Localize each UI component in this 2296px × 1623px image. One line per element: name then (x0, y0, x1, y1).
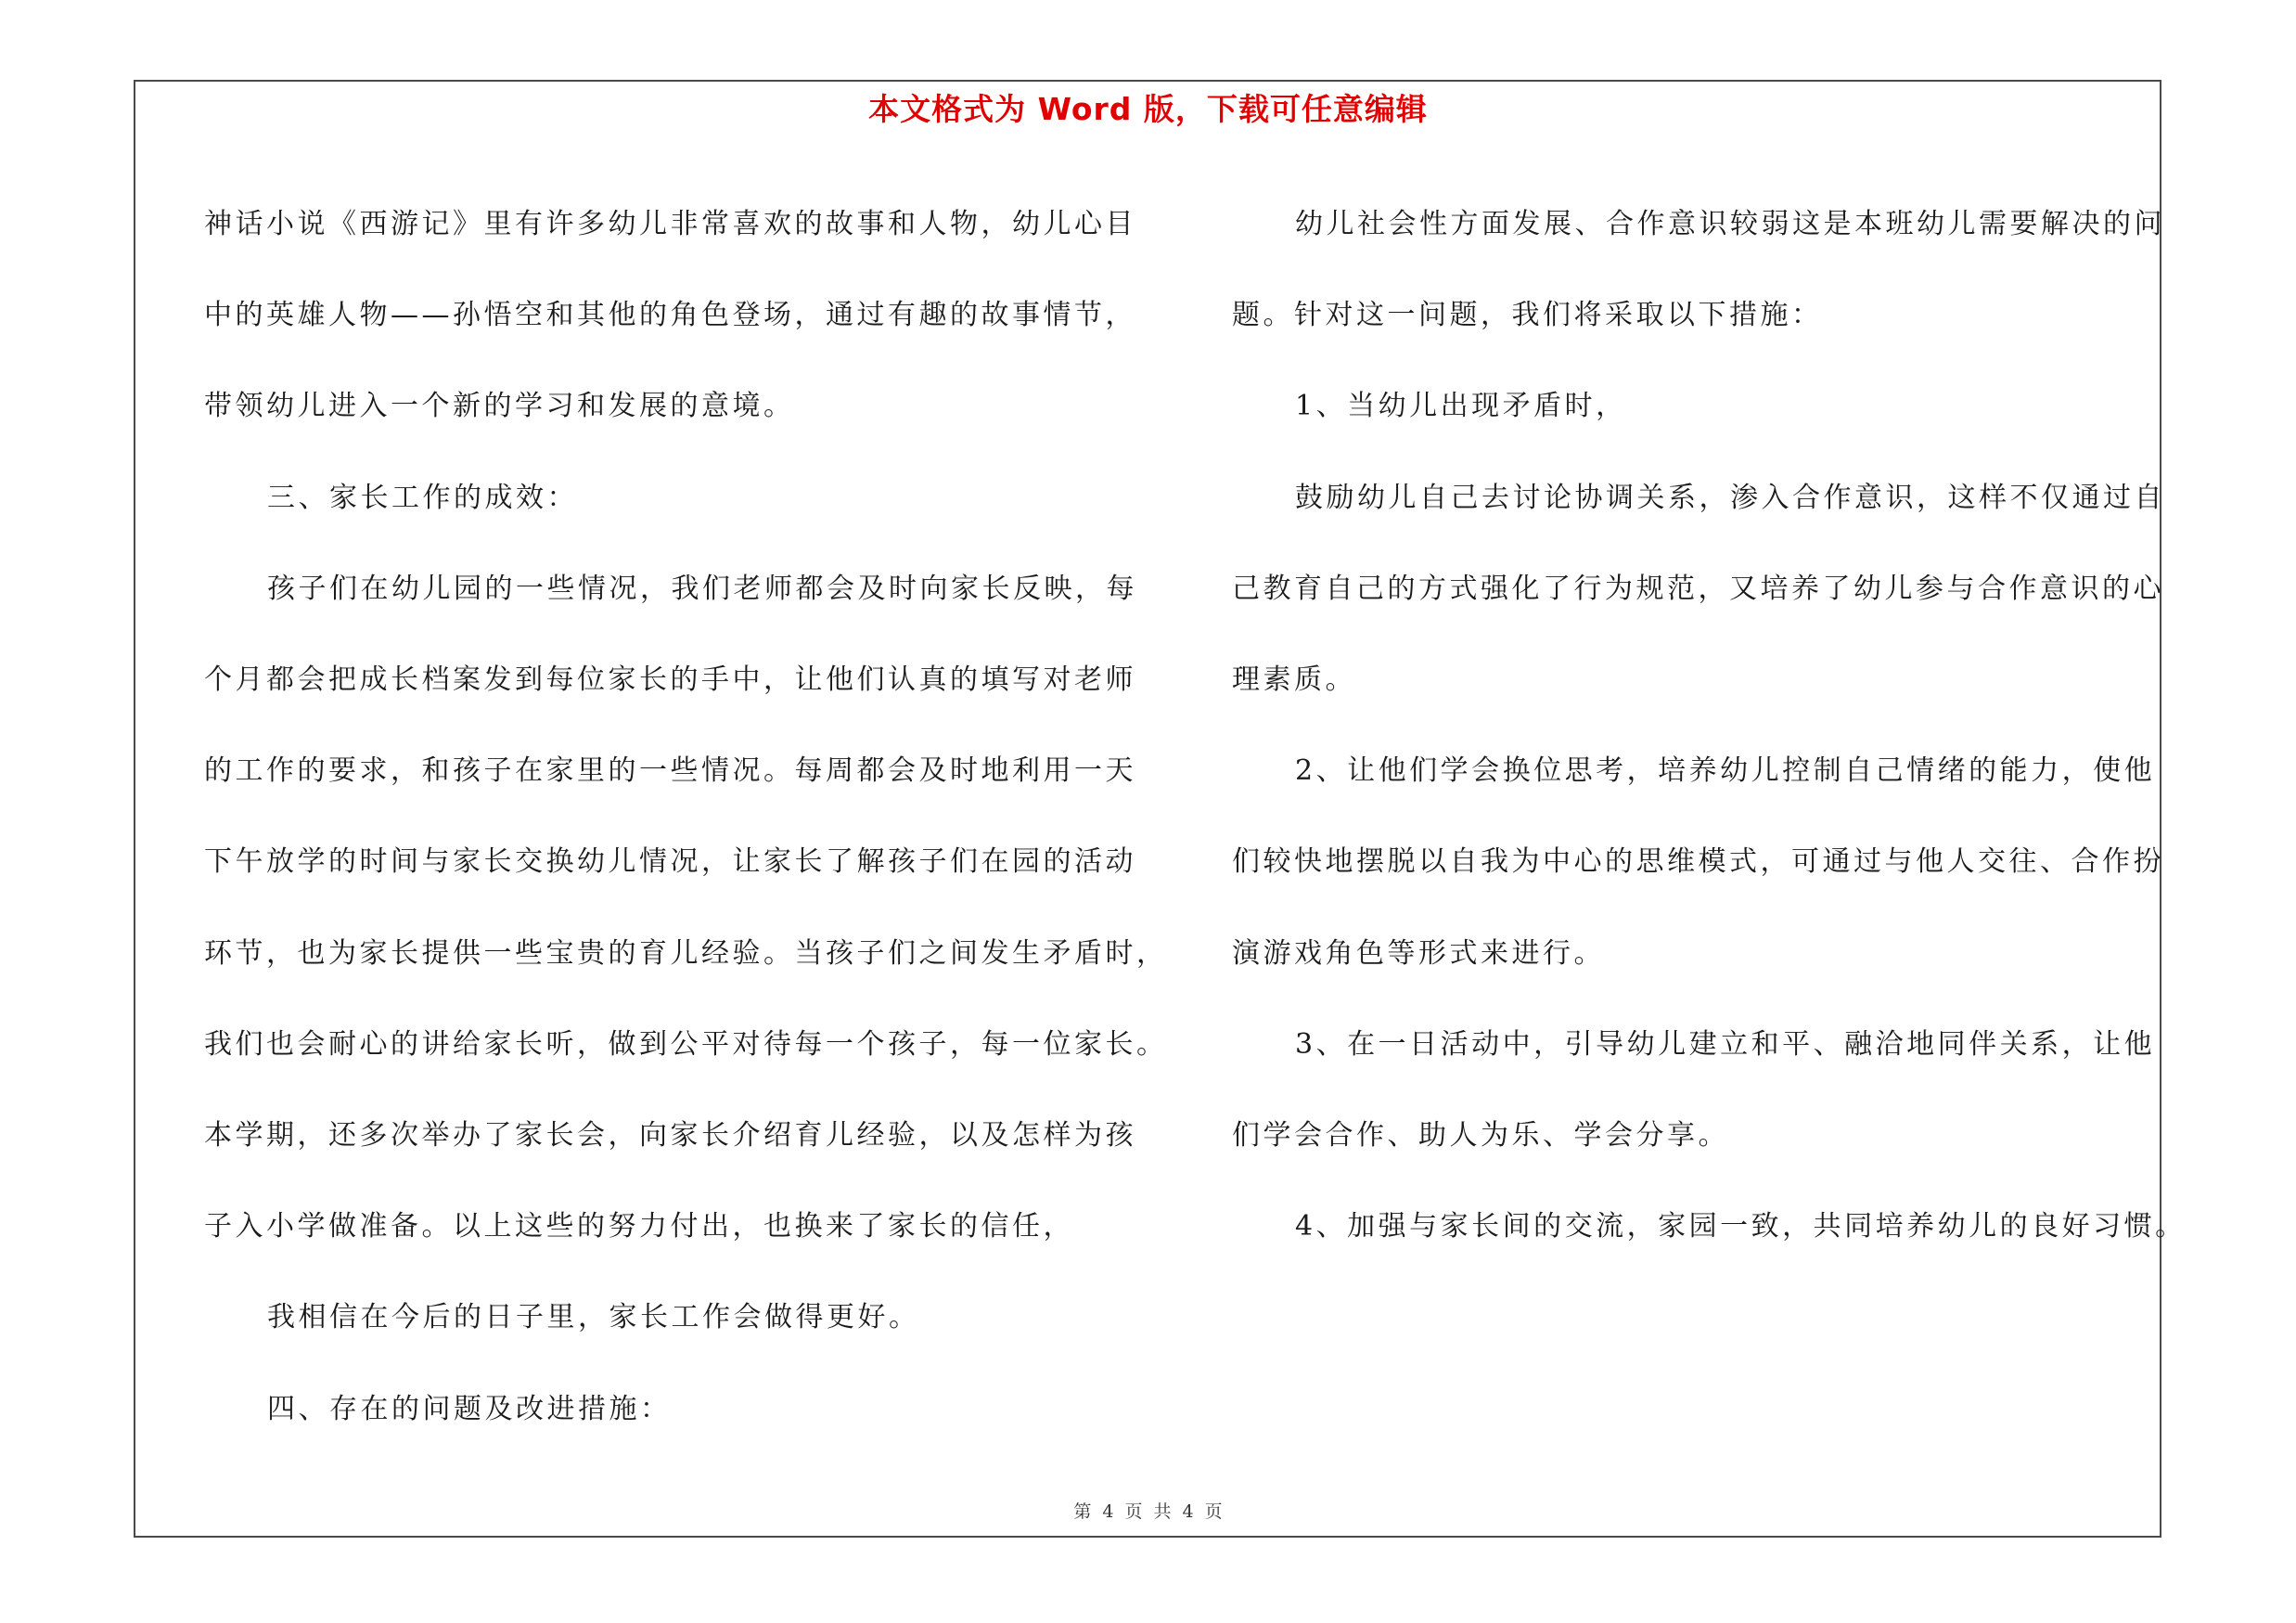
text-line: 题。针对这一问题，我们将采取以下措施： (1232, 299, 1823, 332)
text-line: 我们也会耐心的讲给家长听，做到公平对待每一个孩子，每一位家长。 (204, 1027, 1168, 1061)
text-line: 们学会合作、助人为乐、学会分享。 (1232, 1119, 1729, 1153)
text-line: 理素质。 (1232, 663, 1356, 697)
text-line: 1、当幼儿出现矛盾时， (1295, 390, 1627, 423)
text-line: 我相信在今后的日子里，家长工作会做得更好。 (267, 1301, 920, 1334)
text-line: 孩子们在幼儿园的一些情况，我们老师都会及时向家长反映，每 (267, 572, 1137, 605)
right-column (1232, 179, 2187, 1272)
text-line: 4、加强与家长间的交流，家园一致，共同培养幼儿的良好习惯。 (1295, 1210, 2187, 1243)
text-line: 鼓励幼儿自己去讨论协调关系，渗入合作意识，这样不仅通过自 (1295, 481, 2165, 514)
text-line: 下午放学的时间与家长交换幼儿情况，让家长了解孩子们在园的活动 (204, 845, 1136, 879)
text-line: 神话小说《西游记》里有许多幼儿非常喜欢的故事和人物，幼儿心目 (204, 208, 1136, 240)
format-banner: 本文格式为 Word 版，下载可任意编辑 (868, 91, 1428, 127)
text-line: 己教育自己的方式强化了行为规范，又培养了幼儿参与合作意识的心 (1232, 572, 2164, 605)
text-line: 个月都会把成长档案发到每位家长的手中，让他们认真的填写对老师 (204, 663, 1136, 697)
text-line: 带领幼儿进入一个新的学习和发展的意境。 (204, 390, 795, 423)
page-number-footer: 第 4 页 共 4 页 (1073, 1501, 1223, 1522)
left-column (204, 179, 1168, 1455)
text-line: 中的英雄人物——孙悟空和其他的角色登场，通过有趣的故事情节， (204, 299, 1136, 332)
text-line: 三、家长工作的成效： (267, 481, 578, 514)
text-line: 环节，也为家长提供一些宝贵的育儿经验。当孩子们之间发生矛盾时， (204, 936, 1168, 970)
text-line: 子入小学做准备。以上这些的努力付出，也换来了家长的信任， (204, 1210, 1074, 1243)
text-line: 幼儿社会性方面发展、合作意识较弱这是本班幼儿需要解决的问 (1295, 208, 2165, 240)
text-line: 的工作的要求，和孩子在家里的一些情况。每周都会及时地利用一天 (204, 754, 1136, 788)
text-line: 演游戏角色等形式来进行。 (1232, 936, 1605, 970)
text-line: 2、让他们学会换位思考，培养幼儿控制自己情绪的能力，使他 (1295, 754, 2156, 788)
text-line: 四、存在的问题及改进措施： (267, 1392, 672, 1425)
text-line: 3、在一日活动中，引导幼儿建立和平、融洽地同伴关系，让他 (1295, 1027, 2156, 1061)
text-line: 们较快地摆脱以自我为中心的思维模式，可通过与他人交往、合作扮 (1232, 845, 2164, 879)
text-line: 本学期，还多次举办了家长会，向家长介绍育儿经验，以及怎样为孩 (204, 1119, 1136, 1153)
